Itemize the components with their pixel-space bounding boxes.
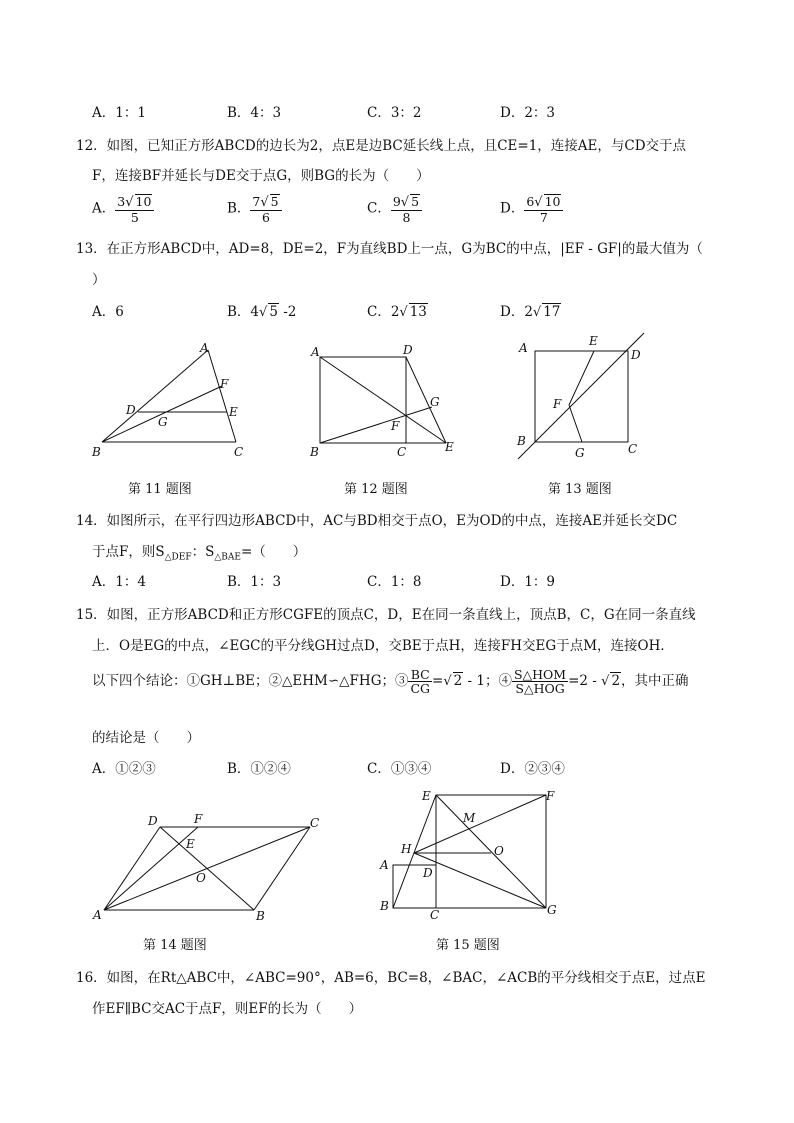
label-C: C xyxy=(234,445,244,459)
label-D: D xyxy=(148,814,158,828)
label-E: E xyxy=(589,334,598,348)
q11-option-a: A．1：1 xyxy=(92,105,146,121)
label-D: D xyxy=(423,866,433,880)
label-E: E xyxy=(422,789,431,803)
label-O: O xyxy=(494,844,504,858)
label-C: C xyxy=(310,816,320,830)
q15-line3: 以下四个结论：①GH⊥BE；②△EHM∽△FHG；③ $\frac{BC}{CG}$ =√ 2 - 1；④ $\frac{\text{S△HOM}}{\text{S△HOG}}$ =2 - √ 2，其中正确 xyxy=(92,667,689,697)
figure-11-caption: 第 11 题图 xyxy=(128,482,192,497)
label-G: G xyxy=(430,395,440,409)
q14-line2: 于点F，则$S_{\triangle DEF}$：$S_{\triangle BAE}=$（ ） xyxy=(92,544,307,563)
q15-line1: 15．如图，正方形ABCD和正方形CGFE的顶点C，D，E在同一条直线上，顶点B，C，G在同一条直线 xyxy=(76,607,696,623)
label-B: B xyxy=(92,445,101,459)
label-E: E xyxy=(186,837,195,851)
q13-option-a: A．6 xyxy=(92,304,124,320)
figure-11 xyxy=(88,338,258,463)
label-F: F xyxy=(553,397,562,411)
label-D: D xyxy=(631,348,641,362)
label-D: D xyxy=(403,343,413,357)
label-B: B xyxy=(310,445,319,459)
label-B: B xyxy=(256,909,265,923)
q15-option-b: B．①②④ xyxy=(227,761,291,777)
label-G: G xyxy=(575,446,585,460)
figure-12 xyxy=(306,338,466,463)
q13-line1: 13．在正方形ABCD中，AD=8，DE=2，F为直线BD上一点，G为BC的中点，|EF - GF|的最大值为（ xyxy=(76,241,703,257)
figure-12-caption: 第 12 题图 xyxy=(344,482,408,497)
q11-option-d: D．2：3 xyxy=(500,105,556,121)
q14-option-b: B．1：3 xyxy=(227,574,282,590)
figure-15-caption: 第 15 题图 xyxy=(436,938,500,953)
label-F: F xyxy=(220,377,229,391)
label-E: E xyxy=(445,440,454,454)
figure-13 xyxy=(506,330,656,465)
figure-15 xyxy=(370,788,570,923)
label-B: B xyxy=(380,899,389,913)
label-F: F xyxy=(546,789,555,803)
q12-option-b: B． $\frac{7√ 5}{6}$ xyxy=(227,194,282,224)
q15-line4: 的结论是（ ） xyxy=(92,730,200,746)
figure-14-caption: 第 14 题图 xyxy=(143,938,207,953)
q16-line2: 作EF∥BC交AC于点F，则EF的长为（ ） xyxy=(92,1001,363,1017)
label-A: A xyxy=(519,341,528,355)
label-O: O xyxy=(196,871,206,885)
q15-option-a: A．①②③ xyxy=(92,761,156,777)
q12-line2: F，连接BF并延长与DE交于点G，则BG的长为（ ） xyxy=(92,168,430,184)
q14-line1: 14．如图所示，在平行四边形ABCD中，AC与BD相交于点O，E为OD的中点，连接AE并延长交DC xyxy=(76,513,678,529)
q15-option-c: C．①③④ xyxy=(367,761,432,777)
label-F: F xyxy=(391,419,400,433)
q11-option-c: C．3：2 xyxy=(367,105,422,121)
q11-option-b: B．4：3 xyxy=(227,105,282,121)
figure-13-caption: 第 13 题图 xyxy=(548,482,612,497)
label-G: G xyxy=(158,415,168,429)
label-H: H xyxy=(401,842,412,856)
label-C: C xyxy=(628,442,638,456)
label-B: B xyxy=(517,434,526,448)
q12-option-d: D． $\frac{6√ 10}{7}$ xyxy=(500,194,563,224)
label-C: C xyxy=(397,445,407,459)
q15-option-d: D．②③④ xyxy=(500,761,565,777)
q12-option-a: A． $\frac{3√ 10}{5}$ xyxy=(92,194,154,224)
q16-line1: 16．如图，在Rt△ABC中，∠ABC=90°，AB=6，BC=8，∠BAC，∠ACB的平分线相交于点E，过点E xyxy=(76,970,706,986)
q13-line2: ） xyxy=(92,272,106,288)
label-G: G xyxy=(547,903,557,917)
q13-option-c: C．2√ 13 xyxy=(367,304,427,320)
label-F: F xyxy=(194,812,203,826)
label-A: A xyxy=(380,858,389,872)
figure-14 xyxy=(88,808,328,923)
q14-option-d: D．1：9 xyxy=(500,574,556,590)
label-A: A xyxy=(311,345,320,359)
q14-option-c: C．1：8 xyxy=(367,574,422,590)
label-A: A xyxy=(93,908,102,922)
q15-line2: 上．O是EG的中点，∠EGC的平分线GH过点D，交BE于点H，连接FH交EG于点M，连接OH． xyxy=(92,638,674,654)
label-E: E xyxy=(229,405,238,419)
label-M: M xyxy=(463,811,476,825)
q12-option-c: C． $\frac{9√ 5}{8}$ xyxy=(367,194,422,224)
q13-option-d: D．2√ 17 xyxy=(500,304,561,320)
label-A: A xyxy=(200,341,209,355)
q14-option-a: A．1：4 xyxy=(92,574,146,590)
q13-option-b: B．4√ 5 -2 xyxy=(227,304,297,320)
q12-line1: 12．如图，已知正方形ABCD的边长为2，点E是边BC延长线上点，且CE=1，连接AE，与CD交于点 xyxy=(76,138,687,154)
label-D: D xyxy=(126,403,136,417)
label-C: C xyxy=(430,908,440,922)
